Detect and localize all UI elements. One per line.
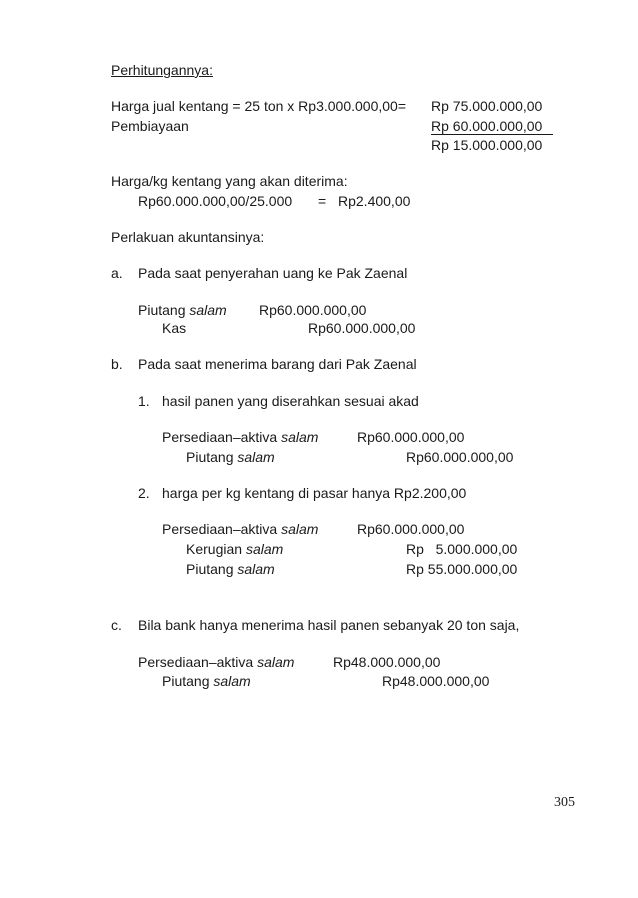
treatment-title: Perlakuan akuntansinya: (111, 229, 265, 245)
item-b2-title: harga per kg kentang di pasar hanya Rp2.200,00 (162, 485, 467, 501)
calc-row-sales-label: Harga jual kentang = 25 ton x Rp3.000.000,00= (111, 98, 406, 114)
calc-row-cost-label: Pembiayaan (111, 118, 189, 134)
item-b2-marker: 2. (138, 485, 150, 501)
entry-b1-debit-account: Persediaan–aktiva salam (162, 429, 319, 445)
entry-b2-debit-amount: Rp60.000.000,00 (357, 521, 465, 537)
entry-b2-loss-amount: Rp 5.000.000,00 (406, 541, 518, 557)
calc-row-cost-value: Rp 60.000.000,00 (431, 118, 553, 135)
section-a-title: Pada saat penyerahan uang ke Pak Zaenal (138, 265, 408, 281)
item-b1-marker: 1. (138, 393, 150, 409)
entry-b2-receivable-amount: Rp 55.000.000,00 (406, 561, 518, 577)
price-per-kg-result: Rp2.400,00 (338, 193, 411, 209)
entry-a-debit-account: Piutang salam (138, 302, 227, 318)
price-per-kg-formula: Rp60.000.000,00/25.000 (138, 193, 293, 209)
section-c-marker: c. (111, 617, 122, 633)
entry-b2-loss-account: Kerugian salam (186, 541, 284, 557)
price-per-kg-equals: = (318, 193, 327, 209)
entry-c-debit-amount: Rp48.000.000,00 (333, 654, 441, 670)
entry-b2-receivable-account: Piutang salam (186, 561, 275, 577)
entry-a-credit-amount: Rp60.000.000,00 (308, 320, 416, 336)
entry-c-credit-amount: Rp48.000.000,00 (382, 673, 490, 689)
entry-c-debit-account: Persediaan–aktiva salam (138, 654, 295, 670)
section-c-title: Bila bank hanya menerima hasil panen sebanyak 20 ton saja, (138, 617, 520, 633)
entry-b2-debit-account: Persediaan–aktiva salam (162, 521, 319, 537)
section-b-marker: b. (111, 356, 123, 372)
calc-row-sales-value: Rp 75.000.000,00 (431, 98, 543, 114)
entry-a-credit-account: Kas (162, 320, 187, 336)
calc-total-value: Rp 15.000.000,00 (431, 137, 543, 153)
section-a-marker: a. (111, 265, 123, 281)
entry-b1-credit-amount: Rp60.000.000,00 (406, 449, 514, 465)
entry-b1-credit-account: Piutang salam (186, 449, 275, 465)
section-heading: Perhitungannya: (111, 62, 213, 78)
section-b-title: Pada saat menerima barang dari Pak Zaenal (138, 356, 417, 372)
price-per-kg-title: Harga/kg kentang yang akan diterima: (111, 173, 348, 189)
entry-a-debit-amount: Rp60.000.000,00 (259, 302, 367, 318)
entry-c-credit-account: Piutang salam (162, 673, 251, 689)
entry-b1-debit-amount: Rp60.000.000,00 (357, 429, 465, 445)
item-b1-title: hasil panen yang diserahkan sesuai akad (162, 393, 419, 409)
page-number: 305 (554, 795, 575, 810)
